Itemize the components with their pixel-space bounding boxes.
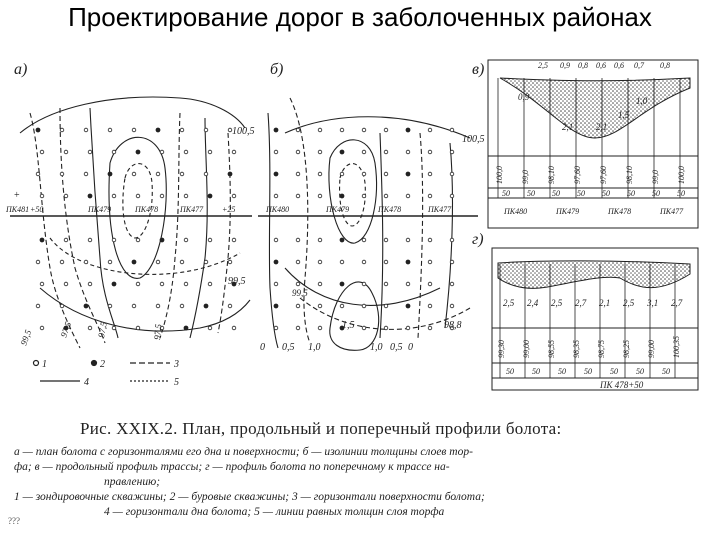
borehole-marker	[208, 194, 212, 198]
probe-marker	[160, 282, 164, 286]
probe-marker	[208, 326, 212, 330]
station-label: ПК479	[326, 205, 350, 214]
legend-number: 4	[84, 377, 89, 388]
isoline	[285, 268, 440, 305]
station-label: ПК 478+50	[600, 380, 644, 390]
probe-marker	[136, 282, 140, 286]
probe-marker	[296, 326, 300, 330]
probe-marker	[88, 282, 92, 286]
probe-marker	[136, 326, 140, 330]
profile-value: 0,6	[596, 61, 606, 70]
probe-marker	[232, 194, 236, 198]
profile-value: 0,8	[578, 61, 588, 70]
probe-marker	[180, 172, 184, 176]
panel-v-profile	[488, 60, 698, 228]
elevation-label: 99,0	[521, 170, 530, 184]
peat-fill	[500, 78, 690, 138]
probe-marker	[428, 172, 432, 176]
station-label: ПК478	[378, 205, 402, 214]
contour-line	[60, 108, 105, 343]
distance-label: 50	[627, 189, 635, 198]
borehole-marker	[340, 282, 344, 286]
probe-marker	[84, 260, 88, 264]
isoline-label: 1,5	[342, 320, 355, 331]
probe-marker	[318, 150, 322, 154]
distance-label: 50	[552, 189, 560, 198]
probe-marker	[184, 238, 188, 242]
distance-label: 50	[602, 189, 610, 198]
contour-label: 97,5	[58, 320, 74, 339]
probe-marker	[428, 326, 432, 330]
borehole-marker	[88, 194, 92, 198]
elevation-label: 99,0	[651, 170, 660, 184]
side-mark: +	[14, 190, 20, 201]
elevation-label: 100,35	[672, 336, 681, 358]
panel-label-g: г)	[472, 231, 484, 248]
probe-marker	[362, 172, 366, 176]
panel-label-a: а)	[14, 61, 28, 78]
station-label: ПК481	[6, 205, 30, 214]
probe-marker	[156, 304, 160, 308]
probe-marker	[84, 128, 88, 132]
probe-marker	[274, 238, 278, 242]
distance-label: 50	[662, 367, 670, 376]
probe-marker	[450, 304, 454, 308]
probe-marker	[384, 128, 388, 132]
probe-marker	[362, 260, 366, 264]
elevation-label: 98,10	[625, 166, 634, 184]
scale-value: 0	[408, 342, 413, 353]
probe-marker	[450, 172, 454, 176]
elevation-label: 99,00	[647, 340, 656, 358]
depth-value: 2,5	[503, 298, 515, 308]
elevation-label: 100,0	[495, 166, 504, 184]
probe-marker	[384, 326, 388, 330]
probe-marker	[156, 260, 160, 264]
probe-marker	[132, 128, 136, 132]
depth-value: 2,4	[527, 298, 539, 308]
profile-value: 0,8	[660, 61, 670, 70]
borehole-marker	[84, 304, 88, 308]
probe-marker	[180, 260, 184, 264]
probe-marker	[450, 128, 454, 132]
isoline-label: 99,5	[292, 288, 308, 298]
depth-value: 2,1	[599, 298, 611, 308]
probe-marker	[204, 260, 208, 264]
caption-line: правлению;	[104, 476, 161, 488]
distance-label: 50	[636, 367, 644, 376]
distance-label: 50	[506, 367, 514, 376]
probe-marker	[84, 172, 88, 176]
borehole-marker	[274, 260, 278, 264]
legend-number: 1	[42, 359, 47, 370]
probe-marker	[228, 304, 232, 308]
contour-label: 97,5	[152, 323, 164, 341]
station-label: ПК478	[135, 205, 159, 214]
probe-marker	[60, 128, 64, 132]
scale-value: 0,5	[282, 342, 295, 353]
probe-marker	[184, 282, 188, 286]
caption-line: фа; в — продольный профиль трассы; г — профиль болота по поперечному к трассе на-	[14, 461, 450, 473]
borehole-marker	[136, 150, 140, 154]
elevation-label: 98,25	[622, 340, 631, 358]
probe-marker	[362, 282, 366, 286]
probe-marker	[428, 304, 432, 308]
borehole-marker	[340, 238, 344, 242]
profile-value: 0,9	[560, 61, 570, 70]
probe-marker	[450, 282, 454, 286]
elevation-label: 98,35	[572, 340, 581, 358]
probe-marker	[40, 326, 44, 330]
probe-marker	[428, 282, 432, 286]
probe-marker	[406, 238, 410, 242]
distance-label: 50	[532, 367, 540, 376]
legend-number: 2	[100, 359, 105, 370]
probe-marker	[88, 150, 92, 154]
elevation-label: 98,10	[547, 166, 556, 184]
probe-marker	[228, 260, 232, 264]
probe-marker	[318, 260, 322, 264]
probe-marker	[362, 150, 366, 154]
probe-marker	[450, 238, 454, 242]
borehole-marker	[406, 172, 410, 176]
contour-label: 99,5	[228, 276, 246, 287]
probe-marker	[160, 194, 164, 198]
bog-figure	[0, 38, 720, 540]
probe-marker	[232, 238, 236, 242]
probe-marker	[406, 326, 410, 330]
depth-value: 2,1	[562, 122, 574, 132]
probe-marker	[340, 304, 344, 308]
depth-value: 2,1	[596, 122, 608, 132]
isoline	[285, 117, 470, 138]
borehole-marker	[40, 238, 44, 242]
peat-fill	[498, 261, 690, 288]
elevation-label: 99,00	[522, 340, 531, 358]
probe-marker	[36, 172, 40, 176]
probe-marker	[384, 238, 388, 242]
borehole-marker	[406, 304, 410, 308]
panel-b-plan	[258, 98, 478, 350]
depth-value: 2,5	[623, 298, 635, 308]
probe-marker	[296, 304, 300, 308]
scale-value: 0	[260, 342, 265, 353]
depth-value: 1,5	[618, 110, 630, 120]
legend-number: 5	[174, 377, 179, 388]
borehole-marker	[274, 304, 278, 308]
profile-value: 0,7	[634, 61, 644, 70]
probe-marker	[362, 238, 366, 242]
borehole-marker	[406, 128, 410, 132]
distance-label: 50	[652, 189, 660, 198]
probe-marker	[362, 304, 366, 308]
isoline	[418, 133, 423, 338]
figure-caption-body	[14, 445, 694, 520]
probe-marker	[362, 194, 366, 198]
elevation-label: 100,0	[677, 166, 686, 184]
probe-marker	[428, 238, 432, 242]
isoline	[329, 140, 377, 243]
probe-marker	[60, 172, 64, 176]
caption-line: а — план болота с горизонталями его дна и поверхности; б — изолинии толщины слоев тор-	[14, 446, 473, 458]
probe-marker	[208, 282, 212, 286]
caption-line: 1 — зондировочные скважины; 2 — буровые скважины; 3 — горизонтали поверхности болота;	[14, 491, 485, 503]
profile-value: 2,5	[538, 61, 548, 70]
elevation-label: 97,60	[573, 166, 582, 184]
probe-marker	[296, 282, 300, 286]
probe-marker	[296, 238, 300, 242]
contour-line	[50, 238, 240, 274]
probe-marker	[208, 150, 212, 154]
station-label: ПК477	[428, 205, 452, 214]
contour-label: 97,5	[96, 321, 109, 339]
corner-mark: ???	[8, 516, 20, 526]
borehole-marker	[340, 194, 344, 198]
probe-marker	[318, 172, 322, 176]
probe-marker	[112, 194, 116, 198]
borehole-marker	[184, 326, 188, 330]
depth-value: 1,0	[636, 96, 648, 106]
probe-marker	[274, 194, 278, 198]
borehole-marker	[132, 260, 136, 264]
station-label: ПК477	[180, 205, 204, 214]
borehole-marker	[36, 128, 40, 132]
probe-marker	[318, 326, 322, 330]
depth-value: 2,7	[671, 298, 683, 308]
borehole-marker	[156, 128, 160, 132]
probe-marker	[180, 128, 184, 132]
probe-marker	[450, 194, 454, 198]
probe-marker	[428, 128, 432, 132]
probe-marker	[296, 172, 300, 176]
depth-value: 2,5	[551, 298, 563, 308]
probe-marker	[318, 282, 322, 286]
borehole-marker	[274, 172, 278, 176]
probe-marker	[112, 150, 116, 154]
depth-value: 0,9	[518, 92, 530, 102]
station-label: +50	[30, 205, 44, 214]
probe-marker	[132, 172, 136, 176]
isoline	[380, 133, 383, 338]
probe-marker	[208, 238, 212, 242]
isoline-label: 100,5	[462, 134, 485, 145]
borehole-marker	[340, 150, 344, 154]
probe-marker	[40, 282, 44, 286]
probe-marker	[406, 194, 410, 198]
distance-label: 50	[527, 189, 535, 198]
panel-label-v: в)	[472, 61, 485, 78]
probe-marker	[296, 260, 300, 264]
probe-marker	[384, 150, 388, 154]
station-label: +25	[222, 205, 236, 214]
distance-label: 50	[502, 189, 510, 198]
depth-value: 2,7	[575, 298, 587, 308]
borehole-marker	[108, 172, 112, 176]
probe-marker	[232, 150, 236, 154]
probe-marker	[60, 260, 64, 264]
isoline	[330, 282, 379, 350]
probe-marker	[64, 150, 68, 154]
panel-a-plan	[10, 97, 252, 348]
borehole-marker	[228, 172, 232, 176]
probe-marker	[136, 194, 140, 198]
borehole-marker	[160, 238, 164, 242]
contour-line	[30, 113, 80, 348]
probe-marker	[384, 260, 388, 264]
probe-marker	[204, 128, 208, 132]
probe-marker	[64, 194, 68, 198]
probe-marker	[184, 194, 188, 198]
station-label: ПК477	[660, 207, 684, 216]
probe-marker	[64, 238, 68, 242]
probe-marker	[156, 172, 160, 176]
contour-label: 100,5	[232, 126, 255, 137]
probe-marker	[88, 326, 92, 330]
probe-marker	[318, 194, 322, 198]
probe-marker	[204, 172, 208, 176]
probe-marker	[428, 260, 432, 264]
probe-marker	[384, 194, 388, 198]
probe-marker	[274, 282, 278, 286]
probe-marker	[60, 304, 64, 308]
probe-marker	[88, 238, 92, 242]
station-label: ПК480	[504, 207, 528, 216]
scale-value: 1,0	[370, 342, 383, 353]
elevation-label: 97,60	[599, 166, 608, 184]
distance-label: 50	[584, 367, 592, 376]
probe-marker	[384, 172, 388, 176]
station-label: ПК480	[266, 205, 290, 214]
probe-marker	[136, 238, 140, 242]
probe-marker	[318, 304, 322, 308]
probe-marker	[64, 282, 68, 286]
probe-marker	[40, 150, 44, 154]
probe-marker	[36, 260, 40, 264]
contour-line	[90, 108, 118, 338]
probe-marker	[340, 260, 344, 264]
probe-marker	[340, 128, 344, 132]
probe-marker	[296, 150, 300, 154]
probe-marker	[450, 260, 454, 264]
figure-caption-title: Рис. XXIX.2. План, продольный и поперечный профили болота:	[80, 419, 562, 438]
probe-marker	[450, 150, 454, 154]
contour-line	[218, 133, 230, 333]
probe-marker	[406, 150, 410, 154]
probe-marker	[160, 150, 164, 154]
distance-label: 50	[577, 189, 585, 198]
isoline	[268, 113, 278, 348]
profile-value: 0,6	[614, 61, 624, 70]
contour-line	[123, 164, 152, 238]
isoline-label: 98,8	[444, 320, 462, 331]
isoline	[445, 143, 452, 328]
station-label: ПК479	[88, 205, 112, 214]
probe-marker	[112, 326, 116, 330]
probe-marker	[232, 326, 236, 330]
probe-marker	[384, 304, 388, 308]
probe-marker	[108, 260, 112, 264]
probe-marker	[36, 304, 40, 308]
probe-marker	[318, 128, 322, 132]
probe-marker	[132, 304, 136, 308]
distance-label: 50	[558, 367, 566, 376]
probe-marker	[296, 128, 300, 132]
probe-marker	[40, 194, 44, 198]
panel-label-b: б)	[270, 61, 284, 78]
panel-b-boreholes	[274, 128, 454, 330]
probe-marker	[274, 150, 278, 154]
probe-marker	[362, 128, 366, 132]
distance-label: 50	[610, 367, 618, 376]
probe-marker	[428, 150, 432, 154]
depth-value: 3,1	[647, 298, 659, 308]
probe-marker	[340, 172, 344, 176]
probe-marker	[108, 304, 112, 308]
probe-marker	[318, 238, 322, 242]
probe-marker	[428, 194, 432, 198]
elevation-label: 98,55	[547, 340, 556, 358]
probe-marker	[362, 326, 366, 330]
scale-value: 0,5	[390, 342, 403, 353]
probe-marker	[274, 326, 278, 330]
probe-marker	[184, 150, 188, 154]
probe-marker	[112, 238, 116, 242]
borehole-marker	[406, 260, 410, 264]
contour-label: 99,5	[18, 328, 34, 347]
probe-marker	[296, 194, 300, 198]
contour-line	[20, 97, 245, 133]
station-label: ПК479	[556, 207, 580, 216]
probe-marker	[180, 304, 184, 308]
caption-line: 4 — горизонтали дна болота; 5 — линии равных толщин слоя торфа	[104, 506, 445, 518]
distance-label: 50	[677, 189, 685, 198]
slide-title: Проектирование дорог в заболоченных районах	[68, 2, 652, 32]
elevation-label: 99,30	[497, 340, 506, 358]
figure-drawing	[0, 38, 720, 418]
borehole-marker	[204, 304, 208, 308]
probe-marker	[108, 128, 112, 132]
legend-number: 3	[174, 359, 179, 370]
elevation-label: 98,75	[597, 340, 606, 358]
scale-value: 1,0	[308, 342, 321, 353]
station-label: ПК478	[608, 207, 632, 216]
borehole-marker	[112, 282, 116, 286]
borehole-marker	[274, 128, 278, 132]
probe-marker	[406, 282, 410, 286]
probe-marker	[384, 282, 388, 286]
